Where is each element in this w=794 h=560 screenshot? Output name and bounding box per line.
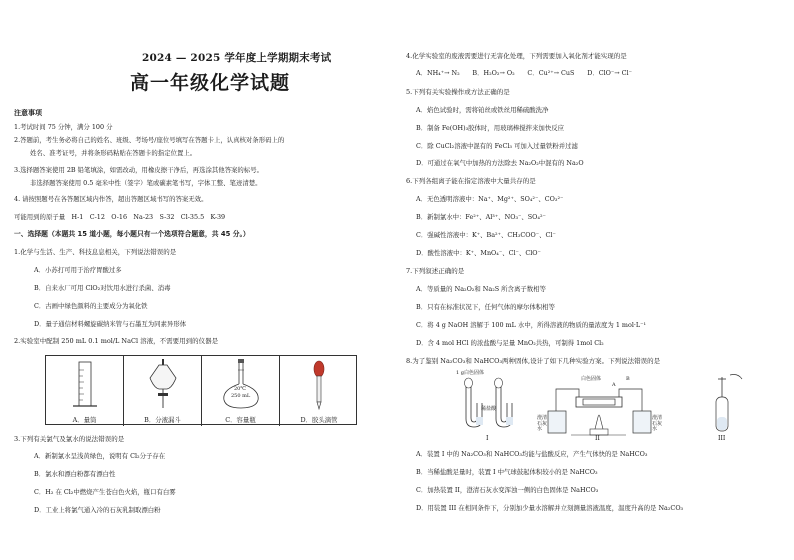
fig-label-limewater-left: 澄清石灰水 [537,415,548,432]
apparatus-label-b: B．分液漏斗 [144,415,181,424]
separatory-funnel-icon [124,356,202,414]
dropper-icon [280,356,358,414]
q8-stem: 8.为了鉴别 Na₂CO₃和 NaHCO₃两种固体,设计了如下几种实验方案。下列说法错误的是 [406,357,661,365]
fig-label-limewater-right: 澄清石灰水 [652,415,663,432]
device-label-i: I [486,435,489,442]
q6-stem: 6.下列各组离子能在指定溶液中大量共存的是 [406,177,536,185]
q7-option-d: D．含 4 mol HCl 的浓盐酸与足量 MnO₂共热，可制得 1mol Cl₂ [416,339,604,347]
q3-option-d: D．工业上将氯气通入冷的石灰乳制取漂白粉 [34,506,161,514]
q5-option-a: A．焰色试验时，需将铂丝或铁丝用稀硫酸洗净 [416,106,549,114]
volumetric-flask-icon [202,356,280,414]
experiment-figure [426,369,771,443]
q5-stem: 5.下列有关实验操作或方法正确的是 [406,88,510,96]
q3-option-c: C．H₂ 在 Cl₂中燃烧产生苍白色火焰，瓶口有白雾 [34,488,176,496]
apparatus-label-a: A．量筒 [72,415,97,424]
apparatus-label-d: D．胶头滴管 [300,415,338,424]
section-heading: 一、选择题（本题共 15 道小题，每小题只有一个选项符合题意，共 45 分。） [14,230,250,238]
q3-stem: 3.下列有关氯气及氯水的说法错误的是 [14,435,125,443]
q7-stem: 7.下列叙述正确的是 [406,267,465,275]
right-column [404,0,782,560]
device-label-ii: II [595,435,600,442]
fig-label-a: A [612,382,616,388]
fig-label-white-solid: 白色固体 [581,376,602,382]
fig-label-b: B [626,376,630,382]
q1-option-a: A．小苏打可用于治疗胃酸过多 [34,266,122,274]
apparatus-cell-a [46,356,124,426]
note-item-3: 3.选择题答案使用 2B 铅笔填涂，如需改动，用橡皮擦干净后，再选涂其他答案的标号。 [14,166,263,174]
q1-option-d: D．量子通信材料螺旋碳纳米管与石墨互为同素异形体 [34,320,187,328]
q6-option-b: B．新制氯水中：Fe²⁺、Al³⁺、NO₃⁻、SO₄²⁻ [416,213,546,221]
notes-heading: 注意事项 [14,109,42,117]
q1-stem: 1.化学与生活、生产、科技息息相关，下列说法错误的是 [14,248,177,256]
q5-option-c: C．除 CuCl₂溶液中混有的 FeCl₃ 可加入过量铁粉并过滤 [416,142,578,150]
exam-title: 2024 — 2025 学年度上学期期末考试 [142,52,332,64]
paper-title: 高一年级化学试题 [130,72,291,94]
q8-option-b: B．当稀盐酸足量时，装置 I 中气球鼓起体积较小的是 NaHCO₃ [416,468,598,476]
q2-stem: 2.实验室中配制 250 mL 0.1 mol/L NaCl 溶液，不需要用到的仪器是 [14,337,219,345]
apparatus-cell-c [202,356,280,426]
note-item-1: 1.考试时间 75 分钟，满分 100 分 [14,123,113,131]
q8-option-c: C．加热装置 II，澄清石灰水变浑浊一侧的白色固体是 NaHCO₃ [416,486,599,494]
q7-option-b: B．只有在标准状况下，任何气体的摩尔体积相等 [416,303,555,311]
flask-volume-label: 250 mL [231,393,251,399]
flask-temp-label: 20℃ [234,386,246,392]
note-item-2: 2.答题前，考生务必将自己的姓名、班级、考场号/座位号填写在答题卡上，认真核对条形码上的 [14,136,285,144]
fig-label-solid-1g: 1 g白色固体 [456,370,484,376]
apparatus-label-c: C．容量瓶 [225,415,256,424]
left-column [12,0,390,560]
q4-options: A．NH₄⁺→ N₂ B．H₂O₂→ O₂ C．Cu²⁺→ CuS D．ClO⁻→ Cl⁻ [416,69,632,77]
q6-option-d: D．酸性溶液中：K⁺、MnO₄⁻、Cl⁻、ClO⁻ [416,249,541,257]
q8-option-d: D．用装置 III 在相同条件下，分别加少量水溶解并立刻测量溶液温度，温度升高的是 Na₂CO₃ [416,504,684,512]
note-item-3-cont: 非选择题答案使用 0.5 毫米中性（签字）笔或碳素笔书写，字体工整、笔迹清楚。 [30,179,262,187]
q3-option-a: A．新制氯水呈浅黄绿色，说明有 Cl₂分子存在 [34,452,166,460]
q4-stem: 4.化学实验室的废液需要进行无害化处理，下列需要加入氧化剂才能实现的是 [406,52,627,60]
apparatus-cell-d [280,356,358,426]
q6-option-a: A．无色透明溶液中：Na⁺、Mg²⁺、SO₄²⁻、CO₃²⁻ [416,195,564,203]
q6-option-c: C．强碱性溶液中：K⁺、Ba²⁺、CH₃COO⁻、Cl⁻ [416,231,556,239]
apparatus-table [45,355,357,425]
q3-option-b: B．氯水和漂白粉都有漂白性 [34,470,116,478]
device-label-iii: III [718,435,726,442]
fig-label-hcl: 稀盐酸 [481,406,497,412]
note-item-4: 4. 请按照题号在各答题区域内作答，超出答题区域书写的答案无效。 [14,195,208,203]
atomic-masses: 可能用到的原子量 H-1 C-12 O-16 Na-23 S-32 Cl-35.5 K-39 [14,213,226,221]
q1-option-b: B．自来水厂可用 ClO₂对饮用水进行杀菌、消毒 [34,284,171,292]
q7-option-a: A．等质量的 Na₂O₂和 Na₂S 所含离子数相等 [416,285,546,293]
q1-option-c: C．古画中绿色颜料的主要成分为氧化铁 [34,302,148,310]
q5-option-d: D．可通过在氧气中加热的方法除去 Na₂O₂中混有的 Na₂O [416,159,584,167]
q5-option-b: B．制备 Fe(OH)₃胶体时，用玻璃棒搅拌来加快反应 [416,124,564,132]
note-item-2-cont: 姓名、准考证号，并将条形码粘贴在答题卡的指定位置上。 [30,149,197,157]
graduated-cylinder-icon [46,356,124,414]
q7-option-c: C．将 4 g NaOH 溶解于 100 mL 水中，所得溶液的物质的量浓度为 1 mol·L⁻¹ [416,321,647,329]
apparatus-cell-b [124,356,202,426]
q8-option-a: A．装置 I 中的 Na₂CO₃和 NaHCO₃均能与盐酸反应，产生气体快的是 NaHCO₃ [416,450,648,458]
